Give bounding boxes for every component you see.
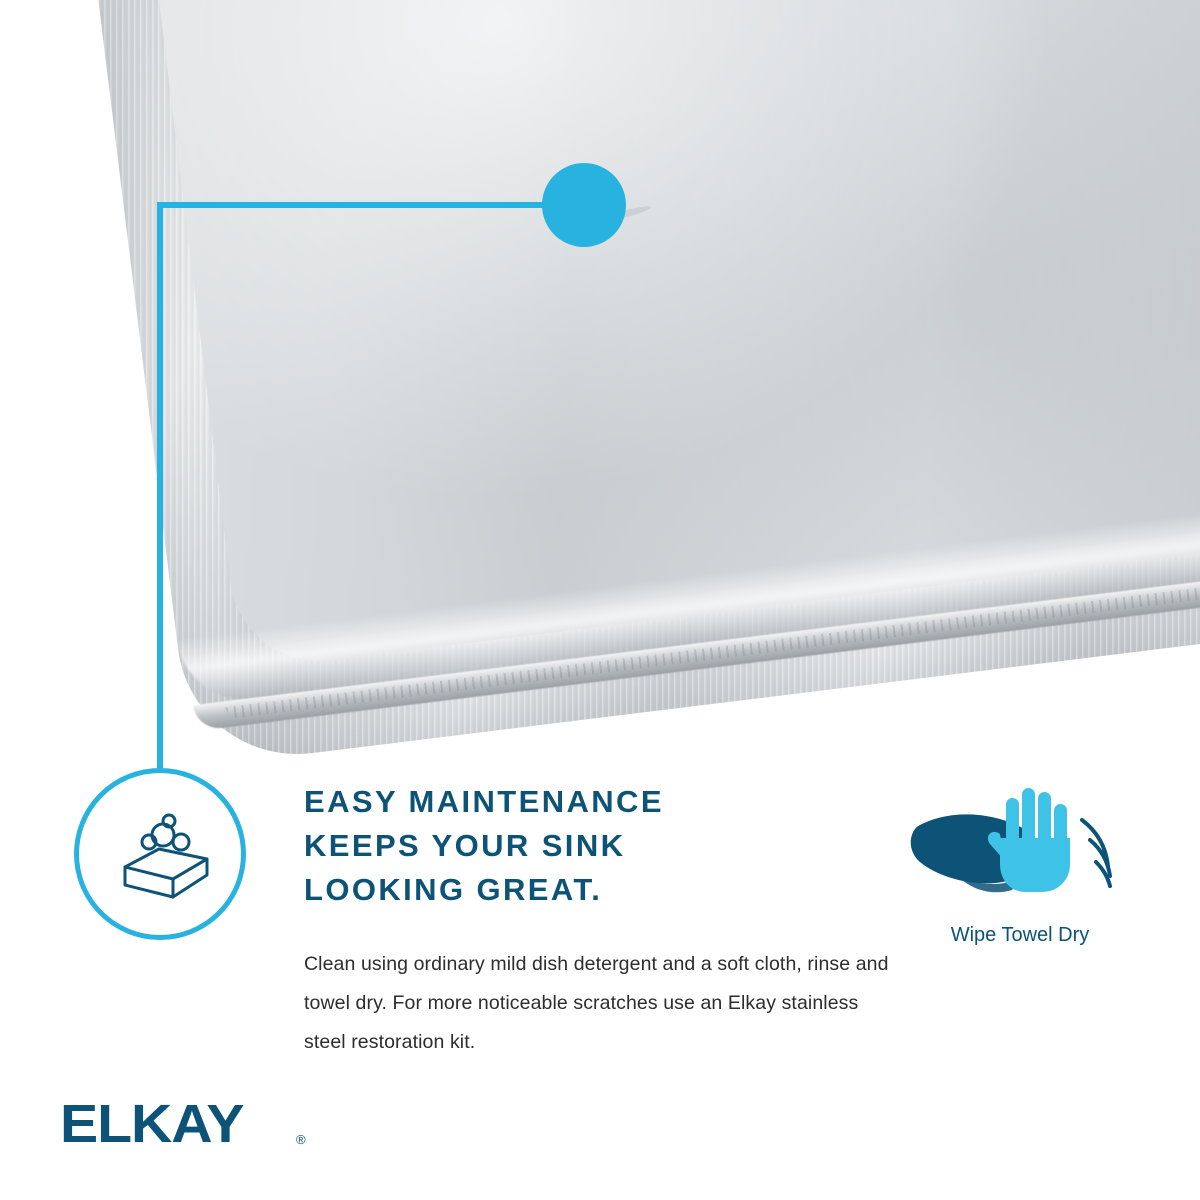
- motion-lines: [1082, 820, 1110, 886]
- feature-headline: [304, 780, 864, 912]
- feature-body-text: Clean using ordinary mild dish detergent and a soft cloth, rinse and towel dry. For more noticeable scratches use an Elkay stainless steel restoration kit.: [304, 953, 889, 1053]
- elkay-logo: [60, 1096, 320, 1160]
- registered-trademark-mark: ®: [296, 1132, 306, 1147]
- feature-icon-badge: [74, 768, 246, 940]
- wipe-towel-dry-caption: Wipe Towel Dry: [950, 924, 1090, 946]
- elkay-logo-text: ELKAY: [60, 1094, 244, 1154]
- hand-wiping-towel-icon: [900, 778, 1140, 918]
- sink-body: [56, 0, 1200, 760]
- sponge-icon: [111, 809, 219, 909]
- headline-line-2: KEEPS YOUR SINK: [304, 828, 626, 863]
- headline-line-1: EASY MAINTENANCE: [304, 784, 664, 819]
- wipe-towel-dry-block: [890, 778, 1150, 947]
- headline-line-3: LOOKING GREAT.: [304, 872, 603, 907]
